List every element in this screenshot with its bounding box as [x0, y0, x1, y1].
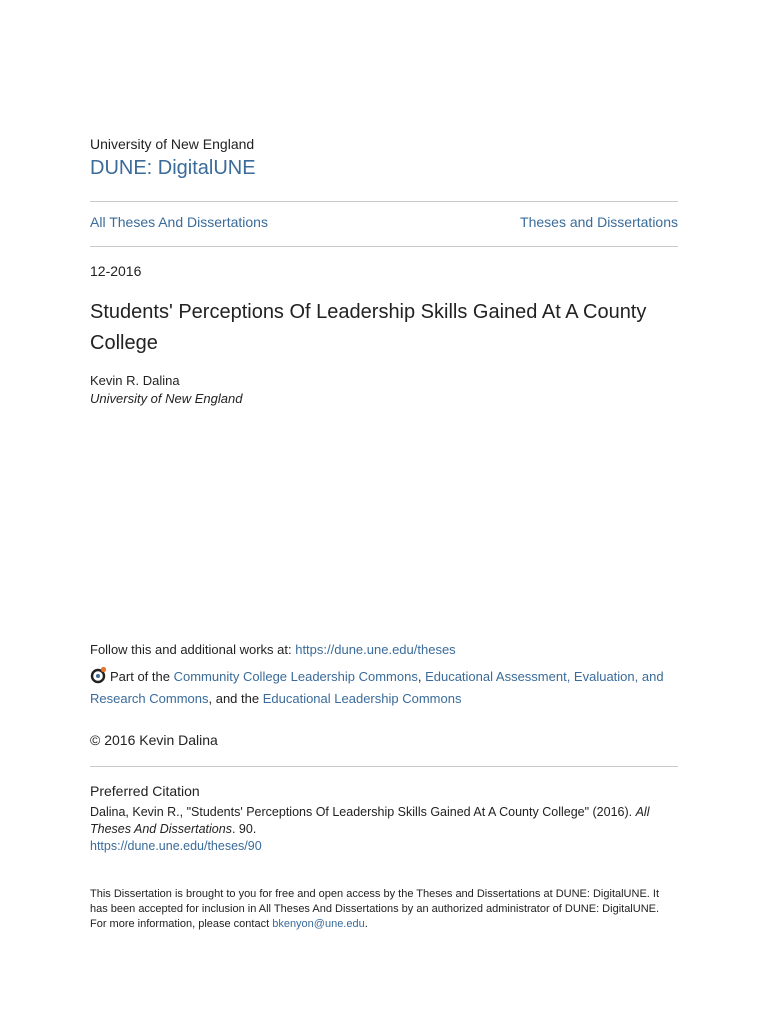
access-notice	[90, 887, 678, 932]
institution-name: University of New England	[90, 136, 255, 152]
author-name: Kevin R. Dalina	[90, 373, 180, 388]
citation-divider	[90, 766, 678, 767]
notice-end: .	[364, 918, 368, 930]
citation-body	[90, 804, 678, 855]
citation-url-link[interactable]: https://dune.une.edu/theses/90	[90, 839, 262, 853]
follow-prefix: Follow this and additional works at:	[90, 642, 296, 657]
collection-nav	[90, 214, 678, 230]
contact-email-link[interactable]: bkenyon@une.edu	[272, 918, 365, 930]
repository-link[interactable]: DUNE: DigitalUNE	[90, 157, 256, 179]
theses-dissertations-link[interactable]: Theses and Dissertations	[520, 214, 678, 230]
educational-assessment-commons-link[interactable]: Educational Assessment, Evaluation, and Research Commons	[90, 669, 664, 706]
all-theses-link[interactable]: All Theses And Dissertations	[90, 214, 268, 230]
nav-divider	[90, 246, 678, 247]
follow-line	[90, 642, 678, 657]
part-of-line	[90, 666, 678, 710]
citation-series: All Theses And Dissertations	[90, 805, 650, 836]
paper-title: Students' Perceptions Of Leadership Skills Gained At A County College	[90, 301, 647, 354]
copyright-notice: © 2016 Kevin Dalina	[90, 732, 218, 748]
notice-text: This Dissertation is brought to you for free and open access by the Theses and Dissertations at DUNE: DigitalUNE. It has been accepted for inclusion in All Theses And Dissertations by an authorized administrator of DUNE: DigitalUNE. For more information, please contact	[90, 888, 660, 930]
open-access-network-icon	[90, 666, 108, 684]
community-college-commons-link[interactable]: Community College Leadership Commons	[173, 669, 418, 684]
top-divider	[90, 201, 678, 202]
educational-leadership-commons-link[interactable]: Educational Leadership Commons	[262, 691, 462, 706]
part-of-separator-1: ,	[417, 669, 426, 684]
citation-number: . 90.	[231, 822, 257, 836]
follow-url-link[interactable]: https://dune.une.edu/theses	[295, 642, 456, 657]
publication-date: 12-2016	[90, 263, 142, 279]
part-of-prefix: Part of the	[110, 669, 174, 684]
part-of-separator-2: , and the	[208, 691, 263, 706]
citation-text: Dalina, Kevin R., "Students' Perceptions Of Leadership Skills Gained At A County College" (2016).	[90, 805, 636, 819]
citation-heading: Preferred Citation	[90, 783, 200, 799]
author-affiliation: University of New England	[90, 391, 243, 406]
